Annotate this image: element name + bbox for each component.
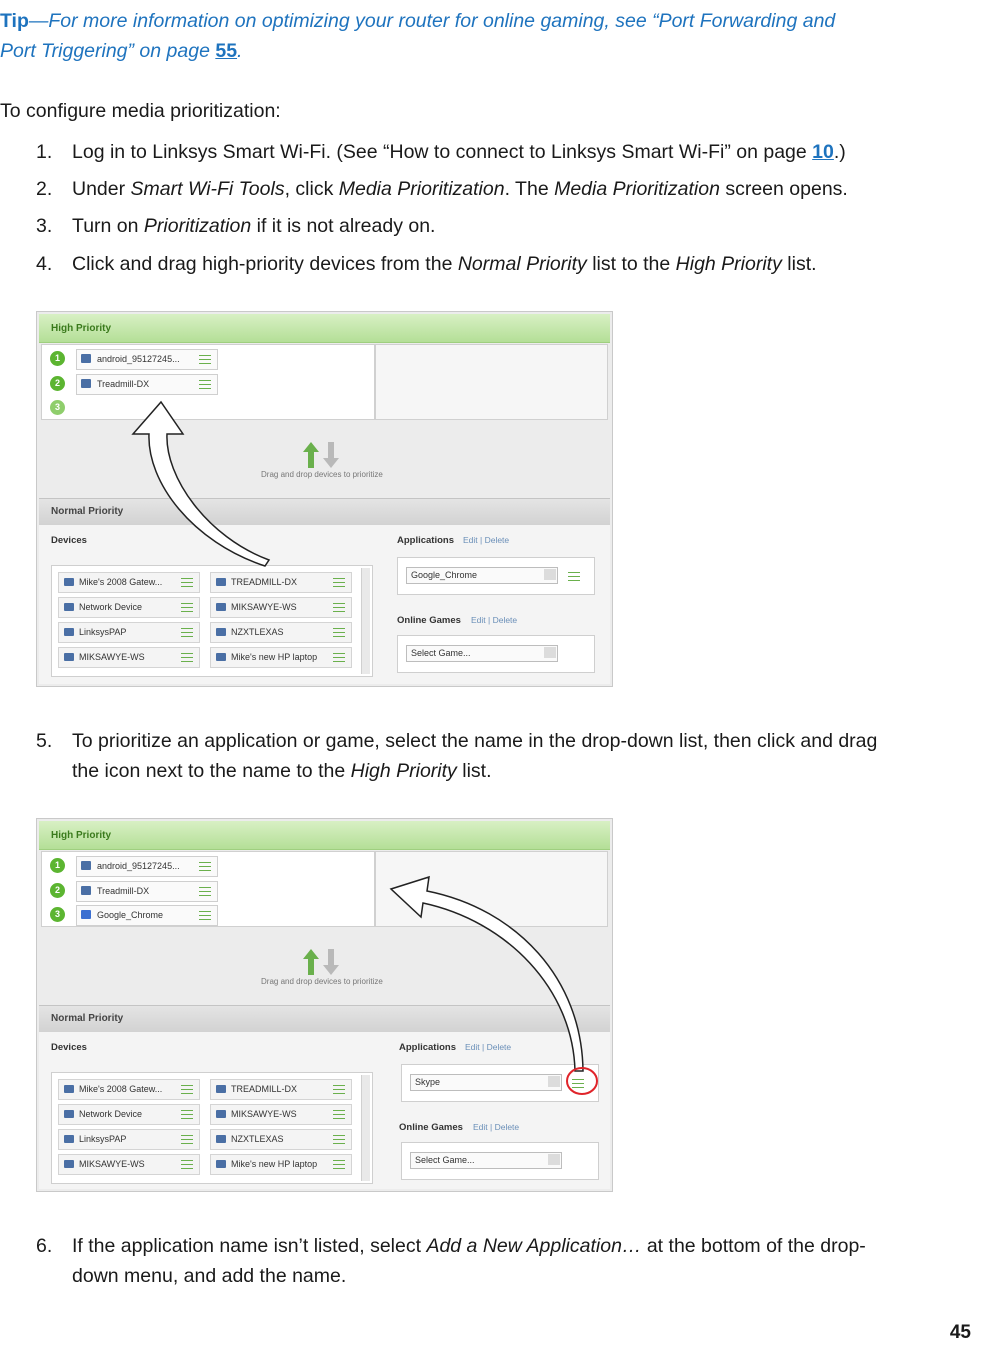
step-text: If the application name isn’t listed, select [72,1235,427,1257]
device-label: MIKSAWYE-WS [231,602,297,612]
page-link[interactable]: 10 [812,141,834,163]
priority-badge-1: 1 [50,351,65,366]
device-label: Network Device [79,1109,143,1119]
devices-title: Devices [51,1042,87,1053]
step-emphasis: High Priority [350,760,457,782]
step-2 [36,174,976,204]
step-text: Under [72,178,131,200]
step-number: 1. [36,141,53,163]
step-text: list. [781,253,817,275]
step-number: 2. [36,178,53,200]
tip-label: Tip [0,10,29,32]
priority-badge-2: 2 [50,376,65,391]
media-prioritization-screenshot-2 [36,818,613,1192]
step-3 [36,211,976,241]
priority-badge-3: 3 [50,907,65,922]
high-priority-title: High Priority [51,323,112,334]
online-games-title: Online Games [397,615,461,626]
step-emphasis: High Priority [675,253,782,275]
device-label: Mike's 2008 Gatew... [79,577,163,587]
step-text: at the bottom of the drop- [641,1235,866,1257]
device-label: Mike's new HP laptop [231,1159,318,1169]
drag-callout-arrow-icon [37,819,612,1191]
step-text: down menu, and add the name. [72,1265,347,1287]
step-emphasis: Media Prioritization [338,178,505,200]
game-selected-value: Select Game... [411,648,471,658]
step-emphasis: Add a New Application… [426,1235,642,1257]
applications-title: Applications [397,535,455,546]
device-label: NZXTLEXAS [231,627,284,637]
step-number: 3. [36,215,53,237]
step-number: 6. [36,1235,53,1257]
applications-edit-delete-links[interactable]: Edit | Delete [465,1042,512,1052]
step-emphasis: Normal Priority [457,253,587,275]
game-selected-value: Select Game... [415,1155,475,1165]
media-prioritization-screenshot-1 [36,311,613,687]
device-label: Mike's 2008 Gatew... [79,1084,163,1094]
step-4 [36,249,976,279]
online-games-edit-delete-links[interactable]: Edit | Delete [473,1122,520,1132]
device-label: NZXTLEXAS [231,1134,284,1144]
drag-hint-text: Drag and drop devices to prioritize [261,977,383,986]
tip-line1: For more information on optimizing your router for online gaming, see “Port Forwarding and [48,10,836,32]
application-selected-value: Skype [415,1077,441,1087]
applications-edit-delete-links[interactable]: Edit | Delete [463,535,510,545]
step-1 [36,137,976,167]
item-label: Treadmill-DX [97,379,150,389]
tip-line2-prefix: Port Triggering” on page [0,40,216,62]
device-label: MIKSAWYE-WS [79,1159,145,1169]
step-number: 4. [36,253,53,275]
step-text: Turn on [72,215,144,237]
application-selected-value: Google_Chrome [411,570,478,580]
online-games-edit-delete-links[interactable]: Edit | Delete [471,615,518,625]
device-label: TREADMILL-DX [231,577,298,587]
step-emphasis: Prioritization [143,215,252,237]
device-label: MIKSAWYE-WS [79,652,145,662]
step-6 [36,1231,976,1291]
page-number: 45 [949,1322,971,1343]
device-label: Network Device [79,602,143,612]
applications-title: Applications [399,1042,457,1053]
device-label: Mike's new HP laptop [231,652,318,662]
item-label: android_95127245... [97,861,180,871]
step-5 [36,726,976,786]
step-text: screen opens. [719,178,848,200]
high-priority-title: High Priority [51,830,112,841]
online-games-title: Online Games [399,1122,463,1133]
step-text: list to the [586,253,676,275]
device-label: LinksysPAP [79,1134,127,1144]
item-label: android_95127245... [97,354,180,364]
drag-callout-arrow-icon [37,312,612,686]
step-text: list. [456,760,492,782]
tip-dash: — [28,10,49,32]
device-label: MIKSAWYE-WS [231,1109,297,1119]
step-text: , click [284,178,339,200]
step-emphasis: Smart Wi-Fi Tools [130,178,285,200]
item-label: Treadmill-DX [97,886,150,896]
device-label: LinksysPAP [79,627,127,637]
step-text: Log in to Linksys Smart Wi-Fi. (See “How to connect to Linksys Smart Wi-Fi” on page [72,141,813,163]
priority-badge-3: 3 [50,400,65,415]
highlight-circle-icon [567,1068,597,1094]
tip-page-link[interactable]: 55 [215,40,238,62]
step-text: the icon next to the name to the [72,760,351,782]
step-text: if it is not already on. [251,215,436,237]
intro-text: To configure media prioritization: [0,100,281,122]
step-text: To prioritize an application or game, select the name in the drop-down list, then click and drag [72,730,878,752]
device-label: TREADMILL-DX [231,1084,298,1094]
tip-line2-suffix: . [237,40,243,62]
step-text: . The [504,178,555,200]
step-emphasis: Media Prioritization [554,178,720,200]
step-number: 5. [36,730,53,752]
priority-badge-2: 2 [50,883,65,898]
item-label: Google_Chrome [97,910,164,920]
devices-title: Devices [51,535,87,546]
tip-paragraph [0,6,960,66]
step-text-end: .) [833,141,846,163]
normal-priority-title: Normal Priority [51,1013,124,1024]
step-text: Click and drag high-priority devices from the [72,253,458,275]
drag-hint-text: Drag and drop devices to prioritize [261,470,383,479]
priority-badge-1: 1 [50,858,65,873]
normal-priority-title: Normal Priority [51,506,124,517]
